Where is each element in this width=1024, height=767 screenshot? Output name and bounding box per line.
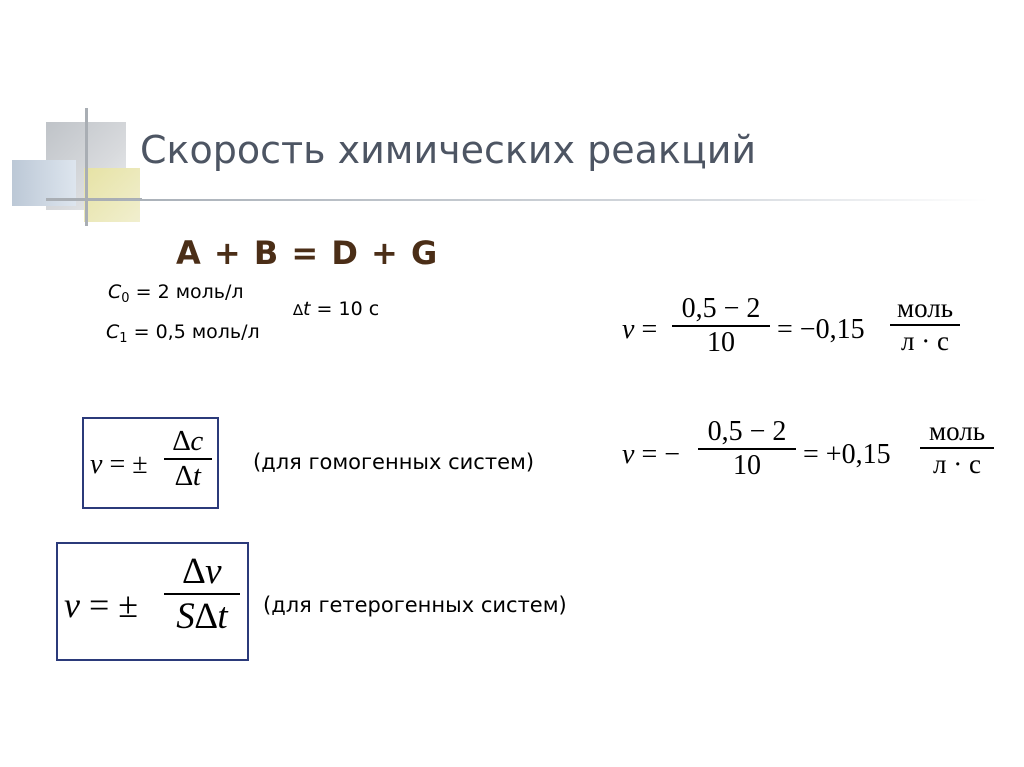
calc1-numerator: 0,5 − 2 — [681, 293, 761, 324]
hetero-numerator: ∆ν — [182, 551, 222, 592]
hetero-formula-lhs — [64, 584, 138, 626]
calc2-fraction — [698, 416, 796, 482]
calc2-unit-numerator: моль — [928, 416, 986, 446]
calc2-eq: = − — [641, 439, 681, 470]
c1-value: = 0,5 моль/л — [133, 321, 260, 343]
hetero-eq: = ± — [88, 585, 139, 625]
hetero-fraction — [164, 550, 240, 638]
heterogeneous-note: (для гетерогенных систем) — [263, 593, 567, 617]
given-dt — [293, 298, 379, 320]
decor-vertical-line — [85, 108, 88, 226]
formula-box-heterogeneous — [56, 542, 249, 661]
formula-box-homogeneous — [82, 417, 219, 509]
calc2-denominator: 10 — [733, 450, 761, 481]
given-c1 — [106, 321, 260, 346]
c1-subscript: 1 — [119, 331, 128, 346]
c0-value: = 2 моль/л — [135, 281, 244, 303]
slide-title: Скорость химических реакций — [140, 128, 757, 172]
decor-square-yellow — [84, 168, 140, 222]
homogeneous-note: (для гомогенных систем) — [253, 450, 535, 474]
homo-numerator: ∆c — [172, 425, 204, 457]
calc2-numerator: 0,5 − 2 — [707, 416, 787, 447]
homo-fraction — [164, 425, 212, 493]
calc1-denominator: 10 — [707, 327, 735, 358]
calc1-result: = −0,15 — [777, 314, 865, 345]
c1-symbol: C — [106, 321, 120, 343]
calc1-fraction — [672, 293, 770, 359]
c0-symbol: C — [108, 281, 122, 303]
homo-formula-lhs — [90, 449, 148, 481]
calc1-unit-numerator: моль — [896, 293, 954, 323]
calc2-result: = +0,15 — [803, 439, 891, 470]
hetero-denominator: S∆t — [176, 596, 228, 637]
hetero-v: v — [64, 585, 80, 625]
calc2-unit-denominator: л · с — [933, 449, 981, 479]
calc1-unit — [890, 293, 960, 357]
calc1-v: v — [622, 314, 635, 345]
homo-v: v — [90, 449, 103, 480]
dt-symbol: t — [303, 298, 311, 320]
calc2-lhs — [622, 439, 680, 471]
homo-denominator: ∆t — [175, 460, 201, 492]
homo-eq: = ± — [109, 449, 148, 480]
dt-value: = 10 с — [316, 298, 380, 320]
title-underline — [118, 199, 988, 201]
calc1-unit-denominator: л · с — [901, 326, 949, 356]
given-c0 — [108, 281, 244, 306]
c0-subscript: 0 — [121, 291, 130, 306]
calc2-v: v — [622, 439, 635, 470]
reaction-equation: A + B = D + G — [176, 234, 439, 272]
dt-delta: ∆ — [293, 301, 304, 319]
calc2-unit — [920, 416, 994, 480]
calc1-lhs — [622, 314, 657, 346]
calc1-eq: = — [641, 314, 658, 345]
